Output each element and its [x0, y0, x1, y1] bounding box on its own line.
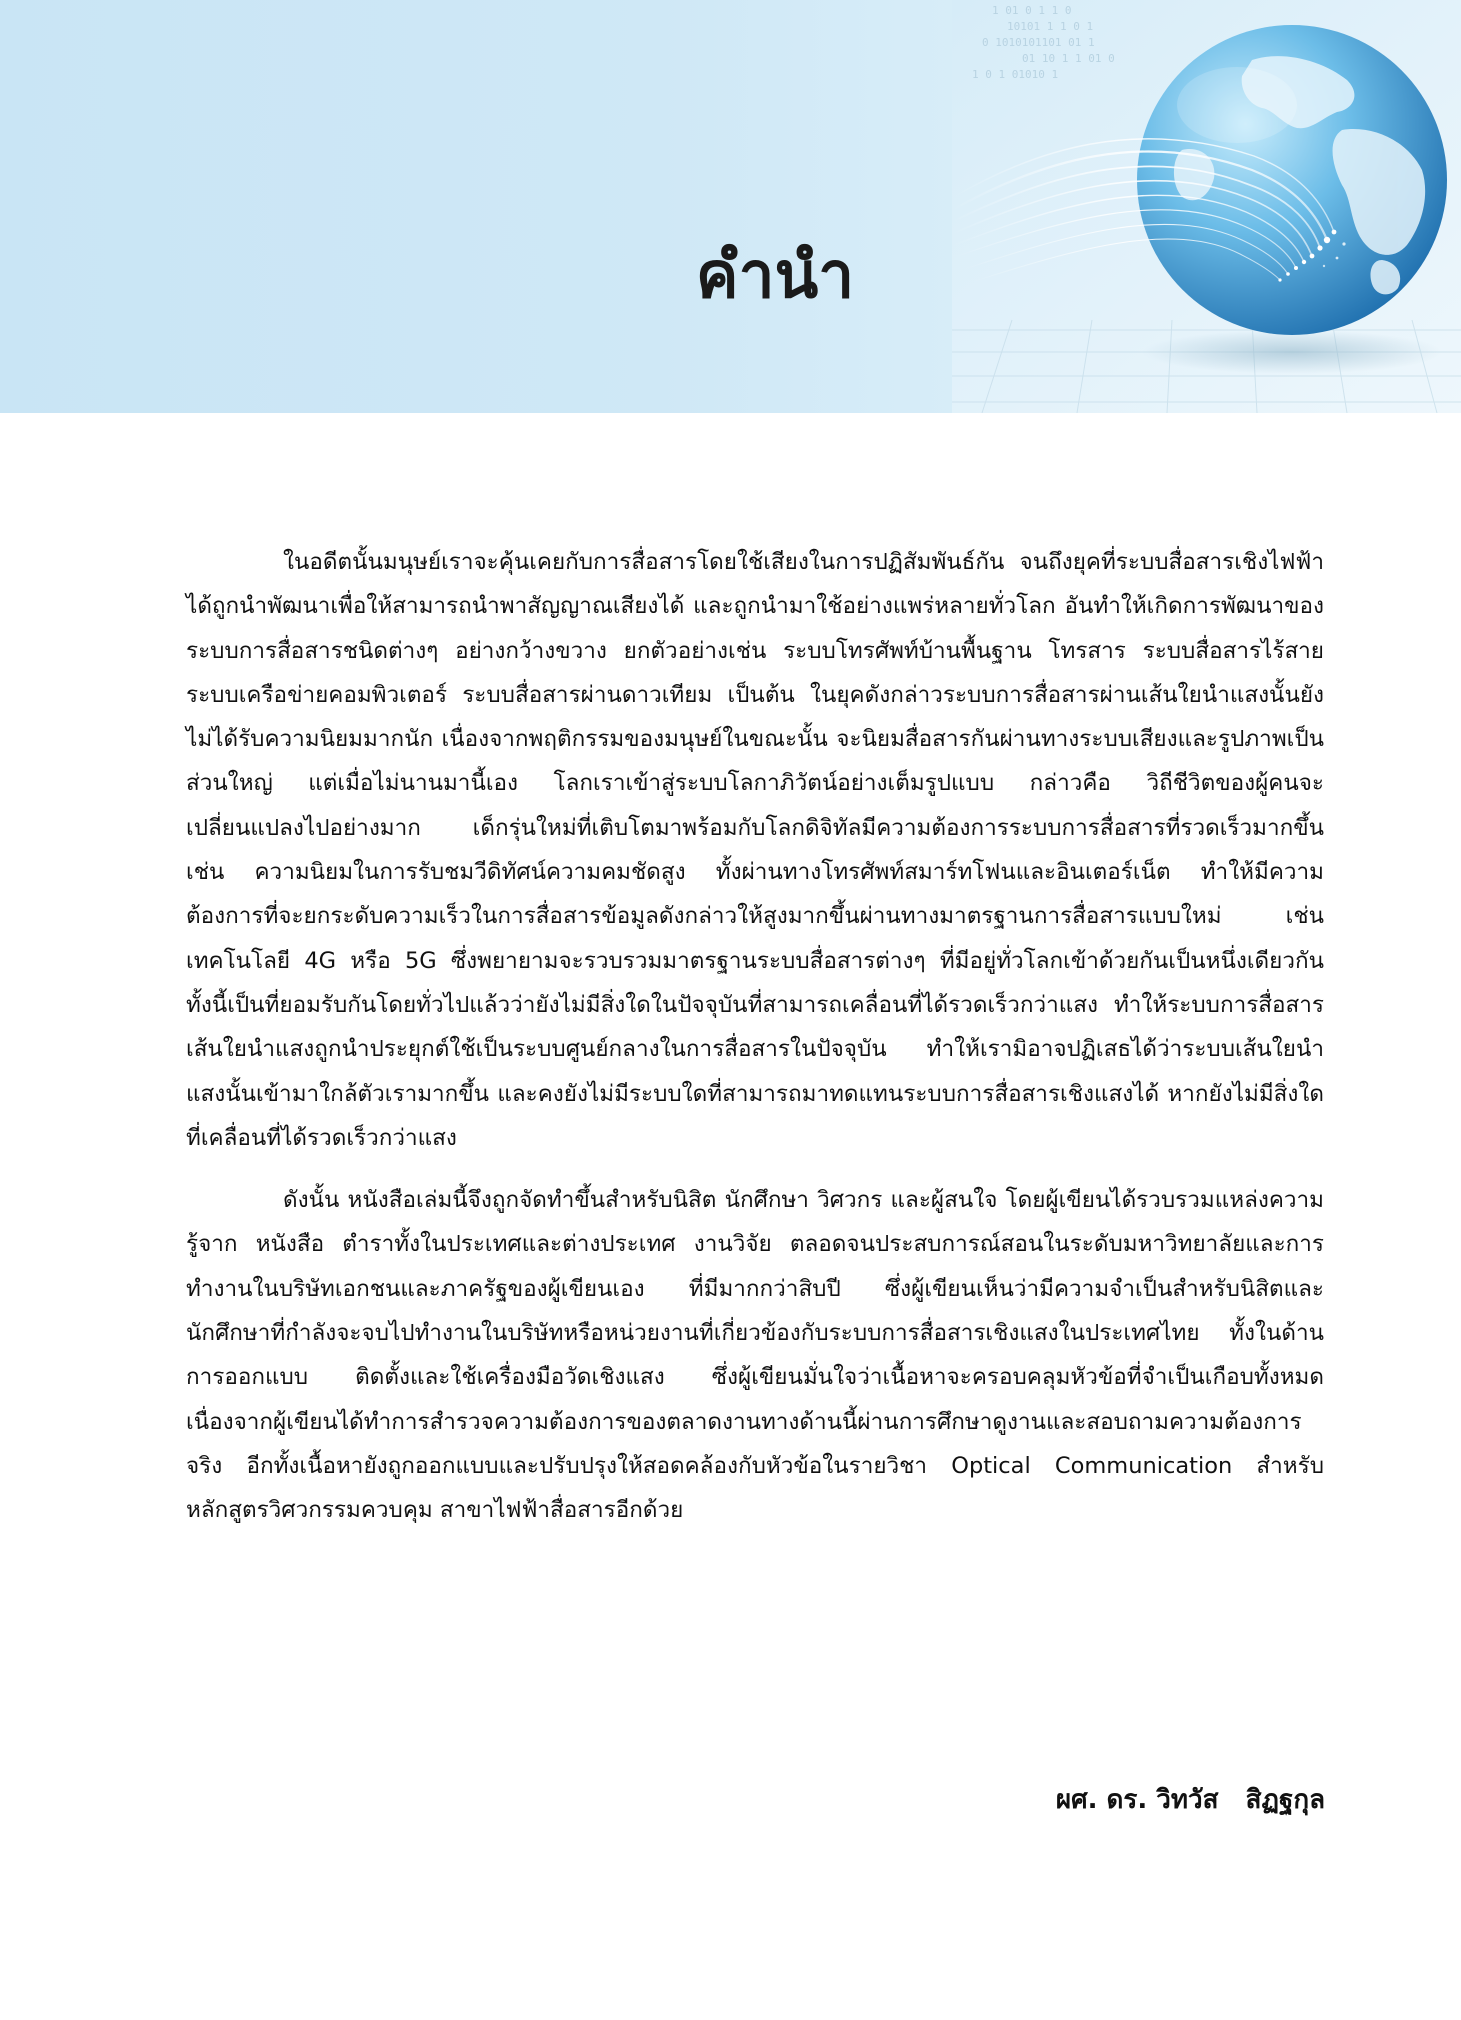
paragraph-2: ดังนั้น หนังสือเล่มนี้จึงถูกจัดทำขึ้นสำหรับนิสิต นักศึกษา วิศวกร และผู้สนใจ โดยผู้เขียนได้รวบรวมแหล่งความรู้จาก หนังสือ ตำราทั้งในประเทศและต่างประเทศ งานวิจัย ตลอดจนประสบการณ์สอนในระดับมหาวิทยาลัยและการทำงานในบริษัทเอกชนและภาครัฐของผู้เขียนเอง ที่มีมากกว่าสิบปี ซึ่งผู้เขียนเห็นว่ามีความจำเป็นสำหรับนิสิตและนักศึกษาที่กำลังจะจบไปทำงานในบริษัทหรือหน่วยงานที่เกี่ยวข้องกับระบบการสื่อสารเชิงแสงในประเทศไทย ทั้งในด้านการออกแบบ ติดตั้งและใช้เครื่องมือวัดเชิงแสง ซึ่งผู้เขียนมั่นใจว่าเนื้อหาจะครอบคลุมหัวข้อที่จำเป็นเกือบทั้งหมด เนื่องจากผู้เขียนได้ทำการสำรวจความต้องการของตลาดงานทางด้านนี้ผ่านการศึกษาดูงานและสอบถามความต้องการจริง อีกทั้งเนื้อหายังถูกออกแบบและปรับปรุงให้สอดคล้องกับหัวข้อในรายวิชา Optical Communication สำหรับหลักสูตรวิศวกรรมควบคุม สาขาไฟฟ้าสื่อสารอีกด้วย — [186, 1187, 1324, 1524]
svg-text:01 10 1 1 01 0: 01 10 1 1 01 0 — [1022, 52, 1115, 65]
page-title: คำนำ — [695, 239, 855, 313]
author-signature: ผศ. ดร. วิทวัส สิฏฐกุล — [1055, 1785, 1325, 1815]
svg-text:10101 1 1 0 1: 10101 1 1 0 1 — [1007, 20, 1094, 33]
preface-body — [186, 540, 1324, 1533]
svg-text:1 01 0 1 1 0: 1 01 0 1 1 0 — [992, 4, 1072, 17]
svg-text:1 0 1 01010 1: 1 0 1 01010 1 — [972, 68, 1059, 81]
header-banner — [0, 0, 1461, 413]
globe-fiber-optic-icon — [952, 0, 1461, 413]
paragraph-1: ในอดีตนั้นมนุษย์เราจะคุ้นเคยกับการสื่อสารโดยใช้เสียงในการปฏิสัมพันธ์กัน จนถึงยุคที่ระบบสื่อสารเชิงไฟฟ้าได้ถูกนำพัฒนาเพื่อให้สามารถนำพาสัญญาณเสียงได้ และถูกนำมาใช้อย่างแพร่หลายทั่วโลก อันทำให้เกิดการพัฒนาของระบบการสื่อสารชนิดต่างๆ อย่างกว้างขวาง ยกตัวอย่างเช่น ระบบโทรศัพท์บ้านพื้นฐาน โทรสาร ระบบสื่อสารไร้สาย ระบบเครือข่ายคอมพิวเตอร์ ระบบสื่อสารผ่านดาวเทียม เป็นต้น ในยุคดังกล่าวระบบการสื่อสารผ่านเส้นใยนำแสงนั้นยังไม่ได้รับความนิยมมากนัก เนื่องจากพฤติกรรมของมนุษย์ในขณะนั้น จะนิยมสื่อสารกันผ่านทางระบบเสียงและรูปภาพเป็นส่วนใหญ่ แต่เมื่อไม่นานมานี้เอง โลกเราเข้าสู่ระบบโลกาภิวัตน์อย่างเต็มรูปแบบ กล่าวคือ วิถีชีวิตของผู้คนจะเปลี่ยนแปลงไปอย่างมาก เด็กรุ่นใหม่ที่เติบโตมาพร้อมกับโลกดิจิทัลมีความต้องการระบบการสื่อสารที่รวดเร็วมากขึ้น เช่น ความนิยมในการรับชมวีดิทัศน์ความคมชัดสูง ทั้งผ่านทางโทรศัพท์สมาร์ทโฟนและอินเตอร์เน็ต ทำให้มีความต้องการที่จะยกระดับความเร็วในการสื่อสารข้อมูลดังกล่าวให้สูงมากขึ้นผ่านทางมาตรฐานการสื่อสารแบบใหม่ เช่น เทคโนโลยี 4G หรือ 5G ซึ่งพยายามจะรวบรวมมาตรฐานระบบสื่อสารต่างๆ ที่มีอยู่ทั่วโลกเข้าด้วยกันเป็นหนึ่งเดียวกัน ทั้งนี้เป็นที่ยอมรับกันโดยทั่วไปแล้วว่ายังไม่มีสิ่งใดในปัจจุบันที่สามารถเคลื่อนที่ได้รวดเร็วกว่าแสง ทำให้ระบบการสื่อสารเส้นใยนำแสงถูกนำประยุกต์ใช้เป็นระบบศูนย์กลางในการสื่อสารในปัจจุบัน ทำให้เรามิอาจปฏิเสธได้ว่าระบบเส้นใยนำแสงนั้นเข้ามาใกล้ตัวเรามากขึ้น และคงยังไม่มีระบบใดที่สามารถมาทดแทนระบบการสื่อสารเชิงแสงได้ หากยังไม่มีสิ่งใดที่เคลื่อนที่ได้รวดเร็วกว่าแสง — [186, 549, 1324, 1151]
svg-text:0 1010101101 01 1: 0 1010101101 01 1 — [982, 36, 1095, 49]
